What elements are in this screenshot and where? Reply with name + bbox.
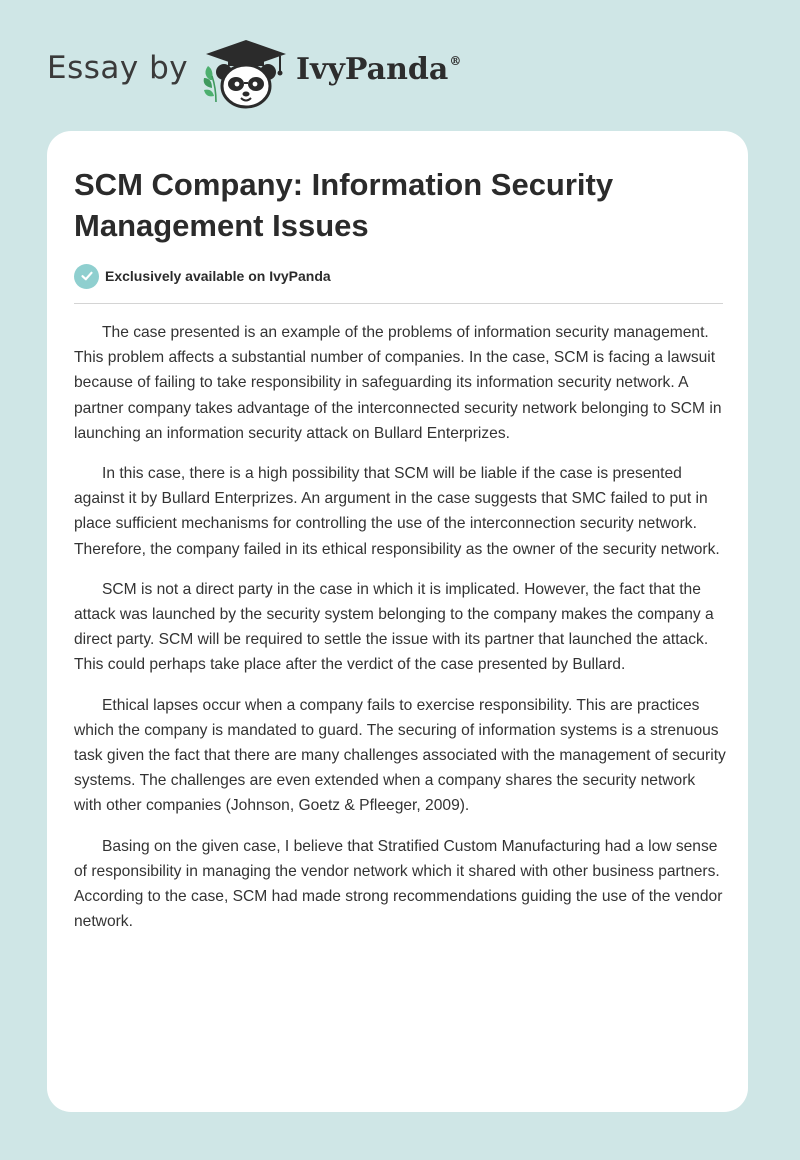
brand-text: IvyPanda [296,52,449,87]
paragraph: Basing on the given case, I believe that Stratified Custom Manufacturing had a low sense of responsibility in managing the vendor network which it shared with other business partners. According to the case, SCM had made strong recommendations guiding the use of the vendor network. [74,837,723,931]
brand-name[interactable] [296,52,461,87]
essay-body [74,320,726,949]
registered-mark: ® [449,54,462,68]
paragraph: The case presented is an example of the problems of information security management. This problem affects a substantial number of companies. In the case, SCM is facing a lawsuit because of failing to take responsibility in safeguarding its information security network. A partner company takes advantage of the interconnected security network belonging to SCM in launching an information security attack on Bullard Enterprizes. [74,324,722,442]
ivy-leaf-icon [204,66,216,102]
panda-logo-icon[interactable] [200,36,292,110]
page-title: SCM Company: Information Security Management Issues [74,167,614,243]
exclusive-badge [74,263,331,289]
paragraph: Ethical lapses occur when a company fails to exercise responsibility. This are practices which the company is mandated to guard. The securing of information systems is a strenuous task given the fact that there are many challenges associated with the management of security systems. The challenges are even extended when a company shares the security network with other companies (Johnson, Goetz & Pfleeger, 2009). [74,696,726,815]
essay-card [47,131,748,1112]
site-header [0,0,800,130]
paragraph: SCM is not a direct party in the case in which it is implicated. However, the fact that the attack was launched by the security system belonging to the company makes the company a direct party. SCM will be required to settle the issue with its partner that launched the attack. This could perhaps take place after the verdict of the case presented by Bullard. [74,580,714,674]
divider [74,303,723,304]
check-icon [74,264,99,289]
exclusive-badge-label: Exclusively available on IvyPanda [105,268,331,284]
essay-by-label: Essay by [47,50,189,86]
paragraph: In this case, there is a high possibility that SCM will be liable if the case is presented against it by Bullard Enterprizes. An argument in the case suggests that SMC failed to put in place sufficient mechanisms for controlling the use of the interconnection security network. Therefore, the company failed in its ethical responsibility as the owner of the security network. [74,465,720,558]
